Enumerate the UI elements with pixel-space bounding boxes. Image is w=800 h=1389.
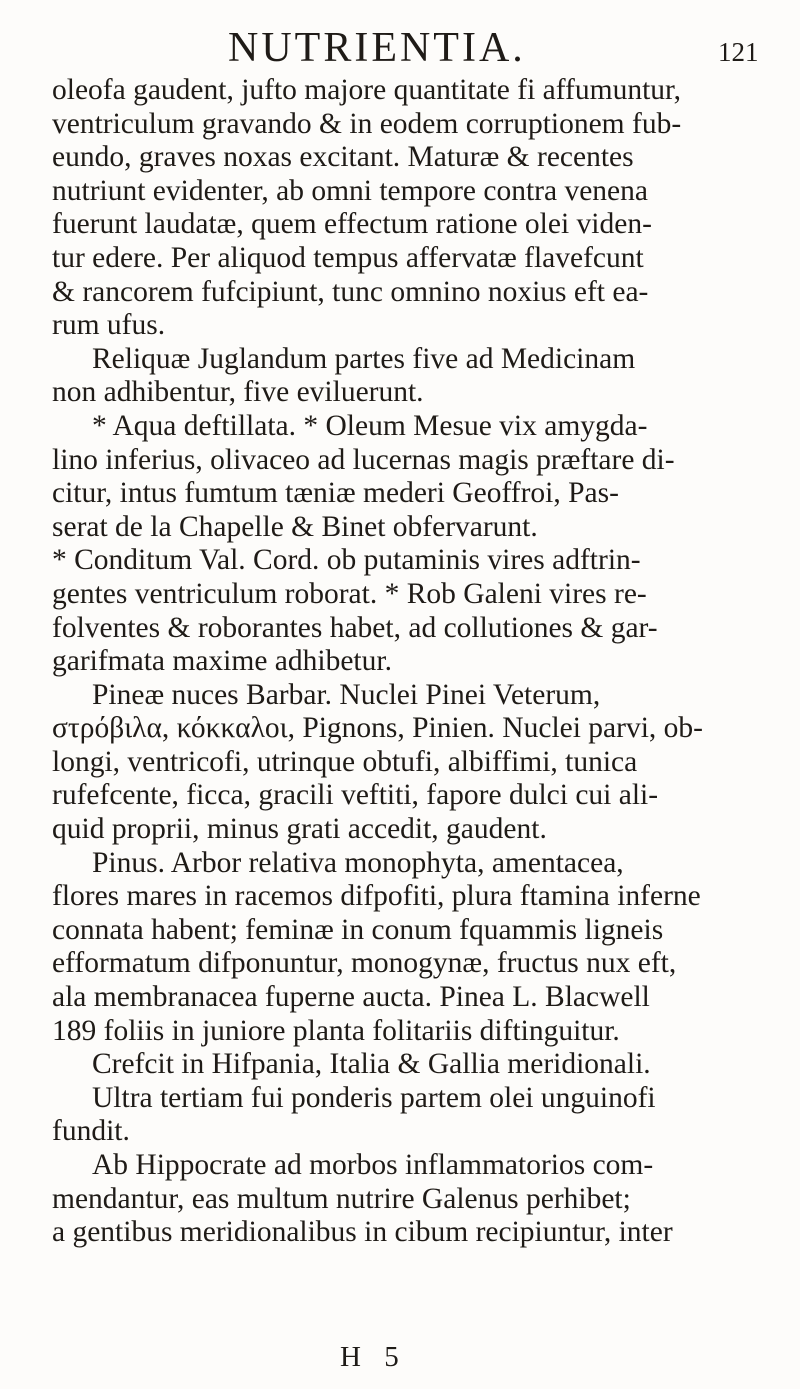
text-line: Crefcit in Hifpania, Italia & Gallia meridionali.	[92, 1048, 651, 1081]
text-line: gentes ventriculum roborat. * Rob Galeni vires re-	[52, 577, 647, 610]
text-line: Ultra tertiam fui ponderis partem olei unguinofi	[92, 1081, 656, 1114]
body-text	[52, 74, 752, 1250]
text-line: garifmata maxime adhibetur.	[52, 645, 392, 678]
text-line: & rancorem fufcipiunt, tunc omnino noxius eft ea-	[52, 275, 649, 308]
text-line: fuerunt laudatæ, quem effectum ratione olei viden-	[52, 208, 652, 241]
running-title: NUTRIENTIA.	[228, 25, 526, 71]
text-line: Reliquæ Juglandum partes five ad Medicinam	[92, 342, 636, 375]
text-line: nutriunt evidenter, ab omni tempore contra venena	[52, 174, 648, 207]
page-number: 121	[718, 37, 759, 67]
text-line: mendantur, eas multum nutrire Galenus perhibet;	[52, 1182, 631, 1215]
text-line: ventriculum gravando & in eodem corruptionem fub-	[52, 107, 682, 140]
text-line: quid proprii, minus grati accedit, gaudent.	[52, 813, 547, 846]
text-line: citur, intus fumtum tæniæ mederi Geoffroi, Pas-	[52, 477, 619, 510]
text-line: serat de la Chapelle & Binet obfervarunt.	[52, 510, 538, 543]
text-line: * Conditum Val. Cord. ob putaminis vires adftrin-	[52, 544, 641, 577]
signature-mark: H 5	[340, 1341, 407, 1373]
running-head	[0, 14, 800, 70]
text-line: oleofa gaudent, jufto majore quantitate fi affumuntur,	[52, 74, 682, 106]
text-line: 189 foliis in juniore planta folitariis diftinguitur.	[52, 1014, 620, 1047]
text-line: rufefcente, ficca, gracili veftiti, fapore dulci cui ali-	[52, 779, 659, 812]
text-line: folventes & roborantes habet, ad collutiones & gar-	[52, 611, 658, 644]
text-line: lino inferius, olivaceo ad lucernas magis præftare di-	[52, 443, 675, 476]
text-line: tur edere. Per aliquod tempus affervatæ flavefcunt	[52, 241, 644, 274]
text-line: longi, ventricofi, utrinque obtufi, albiffimi, tunica	[52, 745, 638, 778]
text-line: a gentibus meridionalibus in cibum recipiuntur, inter	[52, 1216, 673, 1249]
text-line: Pinus. Arbor relativa monophyta, amentacea,	[92, 846, 624, 879]
text-line: * Aqua deftillata. * Oleum Mesue vix amygda-	[92, 409, 648, 442]
text-line: Pineæ nuces Barbar. Nuclei Pinei Veterum,	[92, 678, 601, 711]
text-line: eundo, graves noxas excitant. Maturæ & recentes	[52, 141, 634, 174]
text-line: στρόβιλα, κόκκαλοι, Pignons, Pinien. Nuclei parvi, ob-	[52, 712, 703, 745]
text-line: fundit.	[52, 1115, 130, 1148]
text-line: ala membranacea fuperne aucta. Pinea L. Blacwell	[52, 981, 650, 1014]
text-line: flores mares in racemos difpofiti, plura ftamina inferne	[52, 880, 701, 913]
text-line: connata habent; feminæ in conum fquammis ligneis	[52, 913, 664, 946]
text-line: efformatum difponuntur, monogynæ, fructus nux eft,	[52, 947, 677, 980]
text-line: non adhibentur, five eviluerunt.	[52, 376, 424, 409]
text-line: Ab Hippocrate ad morbos inflammatorios com-	[92, 1149, 654, 1181]
text-line: rum ufus.	[52, 309, 166, 342]
